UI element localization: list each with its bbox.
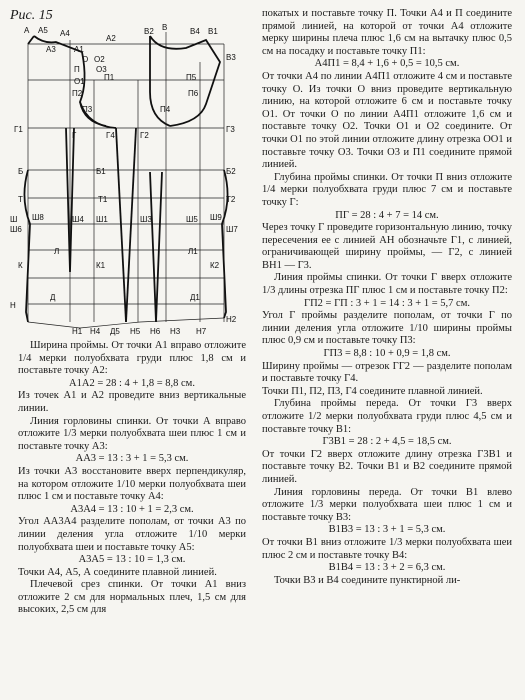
label-Sh4: Ш4 [72,215,84,224]
label-Sh3: Ш3 [140,215,152,224]
label-L1: Л1 [188,247,198,256]
label-P3: П3 [82,105,93,114]
paragraph: Из точки А3 восстановите вверх перпендикуляр, на котором отложите 1/10 мерки полуобхвата шеи плюс 1 см и поставьте точку А4: [18,465,246,503]
label-N3: Н3 [170,327,181,336]
label-G: Г [72,131,77,140]
paragraph: ПГ = 28 : 4 + 7 = 14 см. [335,209,439,221]
paragraph: Через точку Г проведите горизонтальную линию, точку пересечения ее с линией АН обозначьте Г1, с линией, ограничивающей ширину проймы, — Г2, с линией ВН1 — Г3. [262,222,512,271]
paragraph: Ширину проймы — отрезок ГГ2 — разделите пополам и поставьте точку Г4. [262,360,512,385]
label-Sh5: Ш5 [186,215,198,224]
label-K2: К2 [210,261,220,270]
label-G1: Г1 [14,125,23,134]
label-O: O [82,55,89,64]
paragraph: Точки П1, П2, П3, Г4 соедините плавной линией. [262,385,483,397]
paragraph: Глубина проймы спинки. От точки П вниз отложите 1/4 мерки полуобхвата груди плюс 7 см и поставьте точку Г: [262,171,512,208]
label-D1: Д1 [190,293,200,302]
label-T: Т [18,195,23,204]
paragraph: Г3В1 = 28 : 2 + 4,5 = 18,5 см. [322,436,452,448]
label-B3: B3 [226,53,236,62]
label-N: Н [10,301,16,310]
paragraph: А4П1 = 8,4 + 1,6 + 0,5 = 10,5 см. [314,58,460,70]
label-B2-cyr: Б2 [226,167,236,176]
label-A5: A5 [38,26,48,35]
label-G2: Г2 [140,131,149,140]
label-B-cyr: Б [18,167,24,176]
label-Sh1: Ш1 [96,215,108,224]
label-T2: Т2 [226,195,236,204]
label-N1: Н1 [72,327,83,336]
label-A: A [24,26,30,35]
label-N4: Н4 [90,327,101,336]
paragraph: Линия проймы спинки. От точки Г вверх отложите 1/3 длины отрезка ПГ плюс 1 см и поставьте точку П2: [262,272,512,297]
label-B1: B1 [208,27,218,36]
paragraph: Угол Г проймы разделите пополам, от точки Г по линии деления угла отложите 1/10 ширины проймы плюс 0,9 см и поставьте точку П3: [262,310,512,347]
paragraph: покатых и поставьте точку П. Точки А4 и П соедините прямой линией, на которой от точки А4 отложите мерку ширины плеча плюс 1,6 см на вытачку плюс 0,5 см на посадку и поставьте точку П1: [262,8,512,57]
label-P6: П6 [188,89,199,98]
label-P5: П5 [186,73,197,82]
paragraph: Плечевой срез спинки. От точки А1 вниз отложите 2 см для нормальных плеч, 1,5 см для высоких, 2,5 см для [18,579,246,616]
label-Sh9: Ш9 [210,213,222,222]
paragraph: Линия горловины переда. От точки В1 влево отложите 1/3 мерки полуобхвата шеи плюс 1 см и поставьте точку В3: [262,486,512,523]
label-Sh7: Ш7 [226,225,238,234]
paragraph: Линия горловины спинки. От точки А вправо отложите 1/3 мерки полуобхвата шеи плюс 1 см и поставьте точку А3: [18,415,246,452]
label-K1: К1 [96,261,106,270]
label-N6: Н6 [150,327,161,336]
paragraph: А1А2 = 28 : 4 + 1,8 = 8,8 см. [69,377,195,389]
label-Sh6: Ш6 [10,225,22,234]
label-B2: B2 [144,27,154,36]
label-O2: O2 [94,55,105,64]
paragraph: А3А5 = 13 : 10 = 1,3 см. [78,554,186,566]
paragraph: В1В3 = 13 : 3 + 1 = 5,3 см. [328,524,446,536]
label-G4: Г4 [106,131,115,140]
paragraph: От точки Г2 вверх отложите длину отрезка Г3В1 и поставьте точку В2. Точки В1 и В2 соедините прямой линией. [262,448,512,485]
paragraph: От точки В1 вниз отложите 1/3 мерки полуобхвата шеи плюс 2 см и поставьте точку В4: [262,536,512,561]
paragraph: От точки А4 по линии А4П1 отложите 4 см и поставьте точку О. Из точки О вниз проведите вертикальную линию, на которой отложите 6 см и поставьте точку О1. От точки О по линии А4П1 отложите 1,6 см и поставьте точку О2. Точки О1 и О2 соедините. От точки О1 по этой линии отложите длину отрезка ОО1 и поставьте точку О3. Точки О3 и П1 соедините прямой линией. [262,70,512,171]
label-O3: O3 [96,65,107,74]
label-B1-cyr: Б1 [96,167,106,176]
figure-caption: Рис. 15 [10,8,53,23]
label-A1: A1 [74,45,84,54]
label-N5: Н5 [130,327,141,336]
label-P4: П4 [160,105,171,114]
paragraph: Точки А4, А5, А соедините плавной линией. [18,566,217,578]
label-T1: Т1 [98,195,108,204]
label-Sh8: Ш8 [32,213,44,222]
paragraph: В1В4 = 13 : 3 + 2 = 6,3 см. [328,562,446,574]
label-P: П [74,65,80,74]
label-A2: A2 [106,34,116,43]
paragraph: Из точек А1 и А2 проведите вниз вертикальные линии. [18,390,246,414]
label-A3: A3 [46,45,56,54]
label-Sh: Ш [10,215,18,224]
paragraph: А3А4 = 13 : 10 + 1 = 2,3 см. [70,503,194,515]
label-L: Л [54,247,60,256]
label-N7: Н7 [196,327,207,336]
right-text-column [262,8,512,587]
paragraph: Ширина проймы. От точки А1 вправо отложите 1/4 мерки полуобхвата груди плюс 1,8 см и поставьте точку А2: [18,340,246,377]
paragraph: Глубина проймы переда. От точки Г3 вверх отложите 1/2 мерки полуобхвата груди плюс 4,5 см и поставьте точку В1: [262,398,512,435]
label-O1: O1 [74,77,85,86]
label-A4: A4 [60,29,70,38]
paragraph: ГП2 = ГП : 3 + 1 = 14 : 3 + 1 = 5,7 см. [304,297,470,309]
label-B: B [162,23,168,32]
label-P1: П1 [104,73,115,82]
pattern-drawing [10,22,246,337]
label-B4: B4 [190,27,200,36]
label-K: К [18,261,23,270]
label-D5: Д5 [110,327,120,336]
paragraph: Угол АА3А4 разделите пополам, от точки А3 по линии деления угла отложите 1/10 мерки полуобхвата шеи и поставьте точку А5: [18,516,246,553]
label-N2: Н2 [226,315,237,324]
label-G3: Г3 [226,125,235,134]
paragraph: Точки В3 и В4 соедините пунктирной ли- [274,574,461,586]
left-text-column [18,340,246,617]
label-P2: П2 [72,89,83,98]
label-D: Д [50,293,56,302]
paragraph: АА3 = 13 : 3 + 1 = 5,3 см. [75,453,189,465]
paragraph: ГП3 = 8,8 : 10 + 0,9 = 1,8 см. [323,348,451,360]
